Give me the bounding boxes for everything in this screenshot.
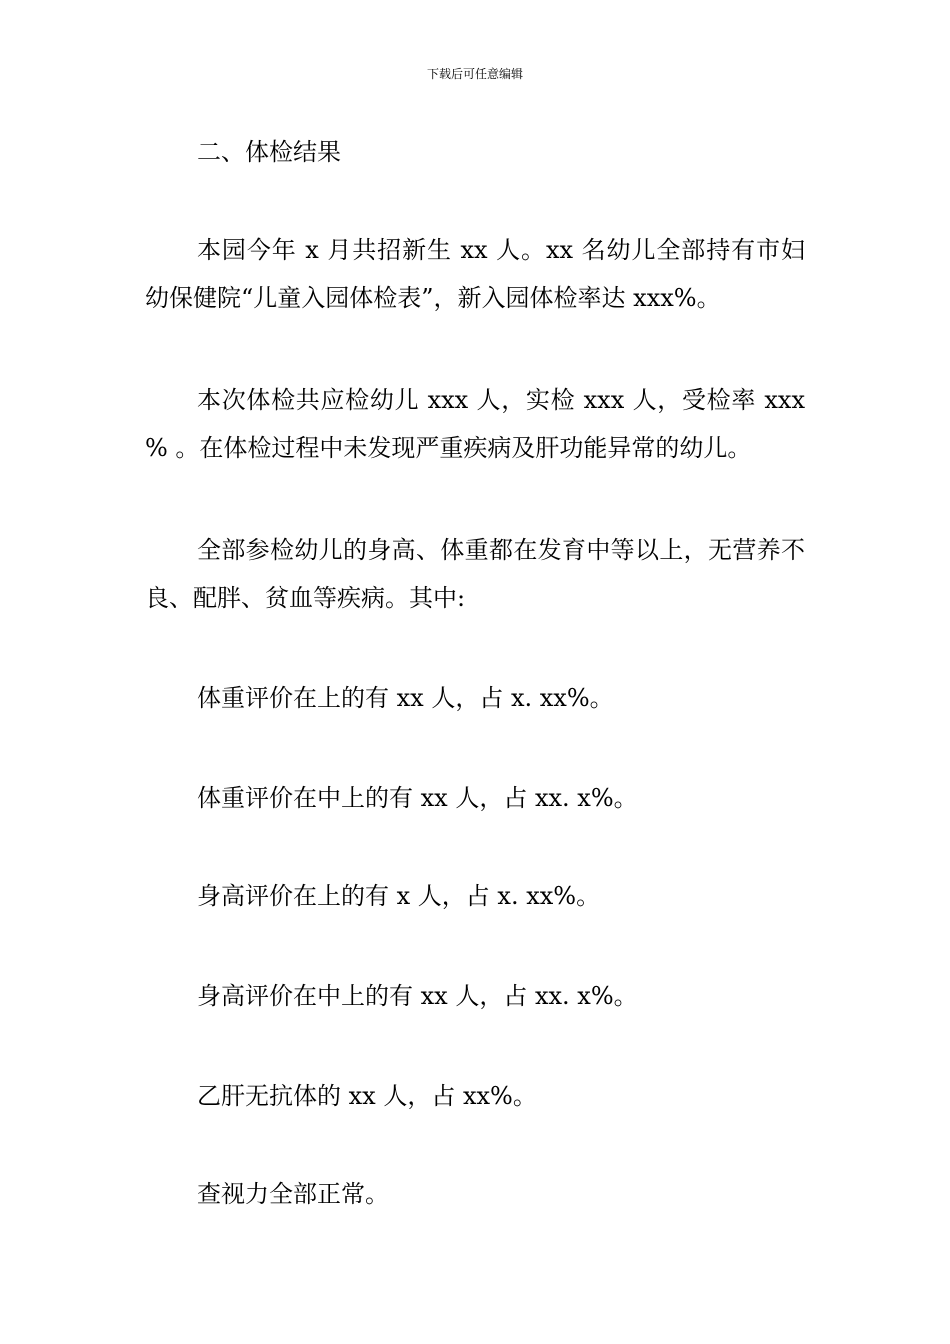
paragraph-weight-mid-upper: 体重评价在中上的有 xx 人，占 xx. x%。 xyxy=(197,784,638,812)
paragraph-weight-upper: 体重评价在上的有 xx 人，占 x. xx%。 xyxy=(197,684,614,712)
header-note: 下载后可任意编辑 xyxy=(426,67,523,81)
paragraph-height-mid-upper: 身高评价在中上的有 xx 人，占 xx. x%。 xyxy=(197,982,638,1010)
paragraph-vision: 查视力全部正常。 xyxy=(197,1180,389,1208)
paragraph-height-upper: 身高评价在上的有 x 人，占 x. xx%。 xyxy=(197,882,601,910)
paragraph-development: 全部参检幼儿的身高、体重都在发育中等以上，无营养不良、配胖、贫血等疾病。其中: xyxy=(145,536,805,612)
paragraph-exam-rate: 本次体检共应检幼儿 xxx 人，实检 xxx 人，受检率 xxx % 。在体检过程中未发现严重疾病及肝功能异常的幼儿。 xyxy=(145,386,805,462)
paragraph-enrollment: 本园今年 x 月共招新生 xx 人。xx 名幼儿全部持有市妇幼保健院“儿童入园体检表”，新入园体检率达 xxx%。 xyxy=(145,236,805,312)
section-title: 二、体检结果 xyxy=(197,138,341,166)
paragraph-hepatitis: 乙肝无抗体的 xx 人，占 xx%。 xyxy=(197,1082,537,1110)
